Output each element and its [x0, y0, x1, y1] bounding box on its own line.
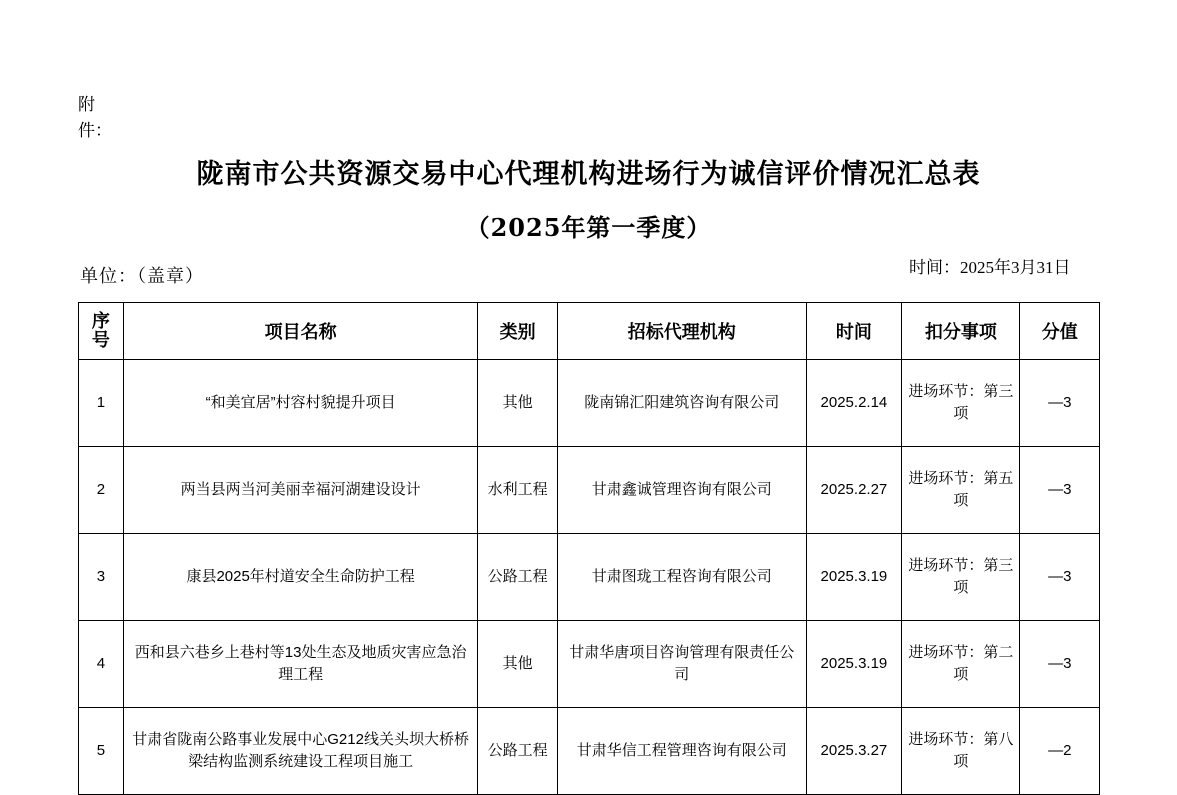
cell-agency: 甘肃鑫诚管理咨询有限公司: [557, 447, 806, 534]
cell-category: 公路工程: [478, 534, 557, 621]
evaluation-table: [78, 302, 1100, 795]
cell-agency: 甘肃华唐项目咨询管理有限责任公司: [557, 621, 806, 708]
cell-time: 2025.2.14: [806, 360, 902, 447]
cell-project-name: 两当县两当河美丽幸福河湖建设设计: [123, 447, 478, 534]
table-row: [79, 447, 1100, 534]
cell-deduction-item: 进场环节：第三项: [902, 360, 1020, 447]
cell-score: —2: [1020, 708, 1100, 795]
cell-agency: 甘肃华信工程管理咨询有限公司: [557, 708, 806, 795]
cell-deduction-item: 进场环节：第二项: [902, 621, 1020, 708]
cell-score: —3: [1020, 360, 1100, 447]
table-row: [79, 708, 1100, 795]
date-label: 时间：2025年3月31日: [909, 258, 1071, 277]
cell-score: —3: [1020, 447, 1100, 534]
page-title: 陇南市公共资源交易中心代理机构进场行为诚信评价情况汇总表: [196, 159, 981, 190]
column-header-seq: 序号: [79, 303, 124, 360]
cell-time: 2025.3.27: [806, 708, 902, 795]
table-row: [79, 534, 1100, 621]
cell-agency: 陇南锦汇阳建筑咨询有限公司: [557, 360, 806, 447]
column-header-category: 类别: [478, 303, 557, 360]
cell-agency: 甘肃图珑工程咨询有限公司: [557, 534, 806, 621]
column-header-score: 分值: [1020, 303, 1100, 360]
column-header-agency: 招标代理机构: [557, 303, 806, 360]
cell-project-name: 康县2025年村道安全生命防护工程: [123, 534, 478, 621]
table-row: [79, 360, 1100, 447]
cell-project-name: 甘肃省陇南公路事业发展中心G212线关头坝大桥桥梁结构监测系统建设工程项目施工: [123, 708, 478, 795]
cell-time: 2025.2.27: [806, 447, 902, 534]
cell-seq: 4: [79, 621, 124, 708]
attachment-label: 附件：: [78, 95, 112, 140]
cell-category: 公路工程: [478, 708, 557, 795]
page-subtitle: （2025年第一季度）: [465, 213, 712, 242]
cell-time: 2025.3.19: [806, 621, 902, 708]
column-header-project-name: 项目名称: [123, 303, 478, 360]
cell-seq: 5: [79, 708, 124, 795]
cell-project-name: 西和县六巷乡上巷村等13处生态及地质灾害应急治理工程: [123, 621, 478, 708]
table-header-row: [79, 303, 1100, 360]
cell-deduction-item: 进场环节：第三项: [902, 534, 1020, 621]
table-row: [79, 621, 1100, 708]
cell-category: 水利工程: [478, 447, 557, 534]
cell-deduction-item: 进场环节：第八项: [902, 708, 1020, 795]
cell-seq: 2: [79, 447, 124, 534]
cell-category: 其他: [478, 621, 557, 708]
cell-time: 2025.3.19: [806, 534, 902, 621]
cell-deduction-item: 进场环节：第五项: [902, 447, 1020, 534]
cell-project-name: “和美宜居”村容村貌提升项目: [123, 360, 478, 447]
column-header-deduction-item: 扣分事项: [902, 303, 1020, 360]
cell-category: 其他: [478, 360, 557, 447]
column-header-time: 时间: [806, 303, 902, 360]
unit-label: 单位：（盖章）: [80, 266, 204, 286]
cell-score: —3: [1020, 534, 1100, 621]
cell-seq: 3: [79, 534, 124, 621]
cell-score: —3: [1020, 621, 1100, 708]
cell-seq: 1: [79, 360, 124, 447]
